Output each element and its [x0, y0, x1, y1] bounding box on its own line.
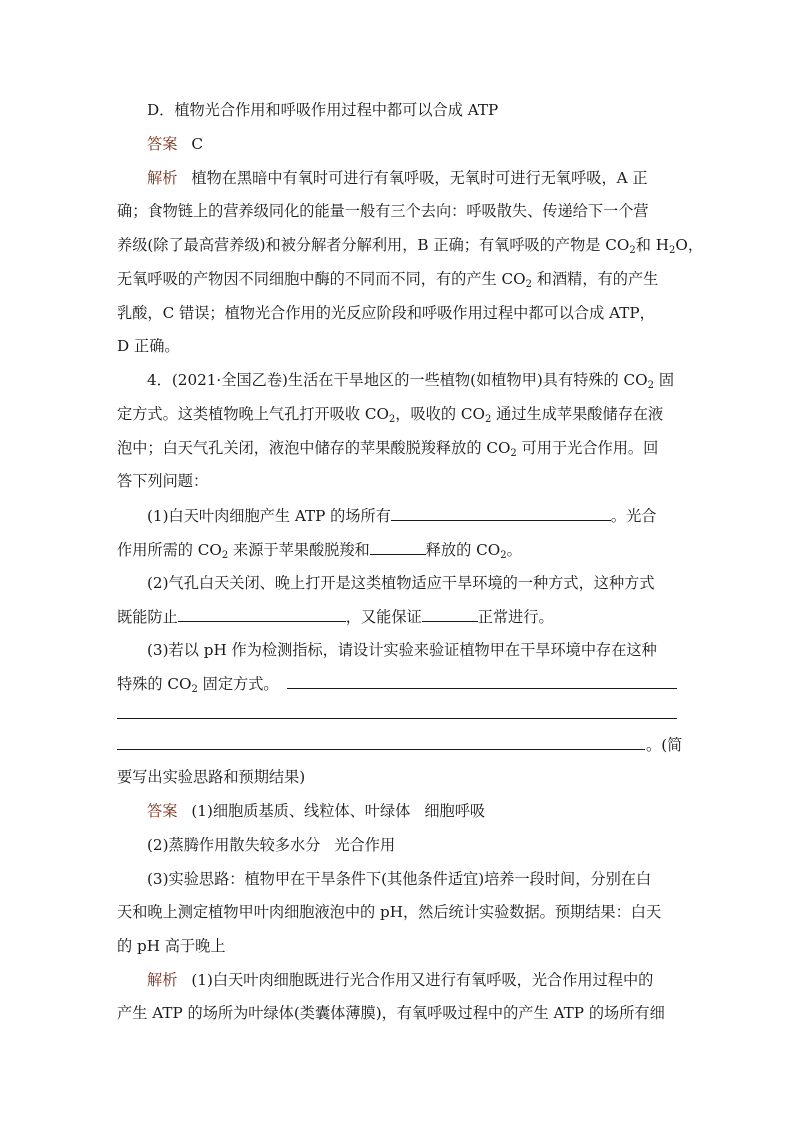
- answer-line-5: 天和晚上测定植物甲叶肉细胞液泡中的 pH，然后统计实验数据。预期结果：白天: [117, 903, 662, 921]
- question-4-line-3: 泡中；白天气孔关闭，液泡中储存的苹果酸脱羧释放的 $CO_2$ 可用于光合作用。回: [117, 439, 659, 459]
- answer-blank[interactable]: [422, 606, 478, 622]
- explanation-line-8: 产生 ATP 的场所为叶绿体(类囊体薄膜)，有氧呼吸过程中的产生 ATP 的场所有细: [117, 1004, 665, 1022]
- explanation-line-6: D 正确。: [117, 337, 180, 355]
- answer-blank[interactable]: [178, 606, 346, 622]
- answer-line-1: 答案 C: [147, 135, 203, 153]
- question-4-line-1: 4．(2021·全国乙卷)生活在干旱地区的一些植物(如植物甲)具有特殊的 $CO_2$ 固: [147, 371, 675, 391]
- answer-line-6: 的 pH 高于晚上: [117, 937, 226, 955]
- sub-question-2-line-1: (2)气孔白天关闭、晚上打开是这类植物适应干旱环境的一种方式，这种方式: [147, 574, 655, 592]
- explanation-line-7: 解析 (1)白天叶肉细胞既进行光合作用又进行有氧呼吸，光合作用过程中的: [147, 971, 654, 989]
- sub-question-3-line-2: 特殊的 $CO_2$ 固定方式。: [117, 675, 279, 695]
- question-4-line-2: 定方式。这类植物晚上气孔打开吸收 $CO_2$，吸收的 $CO_2$ 通过生成苹果酸储存在液: [117, 405, 664, 425]
- sub-question-1-line-2: 作用所需的 $CO_2$ 来源于苹果酸脱羧和 释放的 $CO_2$。: [117, 541, 522, 561]
- answer-line-2: 答案 (1)细胞质基质、线粒体、叶绿体 细胞呼吸: [147, 802, 486, 820]
- question-4-line-4: 答下列问题：: [117, 472, 209, 490]
- explanation-line-1: 解析 植物在黑暗中有氧时可进行有氧呼吸，无氧时可进行无氧呼吸，A 正: [147, 169, 648, 187]
- answer-blank[interactable]: [391, 505, 611, 521]
- explanation-line-3: 养级(除了最高营养级)和被分解者分解利用，B 正确；有氧呼吸的产物是 $CO_2$和 $H_2O$，: [117, 236, 704, 256]
- answer-rule[interactable]: [117, 749, 645, 750]
- answer-label: 答案: [147, 135, 178, 153]
- answer-line-4: (3)实验思路：植物甲在干旱条件下(其他条件适宜)培养一段时间，分别在白: [147, 870, 652, 888]
- answer-line-3: (2)蒸腾作用散失较多水分 光合作用: [147, 836, 396, 854]
- sub-question-3-tail: 。(简: [646, 736, 683, 754]
- option-d-line: D．植物光合作用和呼吸作用过程中都可以合成 ATP: [147, 101, 499, 119]
- explanation-label: 解析: [147, 971, 178, 989]
- explanation-line-2: 确；食物链上的营养级同化的能量一般有三个去向：呼吸散失、传递给下一个营: [117, 202, 649, 220]
- sub-question-2-line-2: 既能防止 ，又能保证 正常进行。: [117, 608, 554, 626]
- explanation-line-5: 乳酸，C 错误；植物光合作用的光反应阶段和呼吸作用过程中都可以合成 ATP，: [117, 304, 655, 322]
- sub-question-3-line-5: 要写出实验思路和预期结果): [117, 768, 306, 786]
- answer-rule[interactable]: [287, 688, 677, 689]
- explanation-label: 解析: [147, 169, 178, 187]
- answer-blank[interactable]: [370, 539, 426, 555]
- explanation-line-4: 无氧呼吸的产物因不同细胞中酶的不同而不同，有的产生 $CO_2$ 和酒精，有的产生: [117, 270, 659, 290]
- sub-question-3-line-1: (3)若以 pH 作为检测指标，请设计实验来验证植物甲在干旱环境中存在这种: [147, 641, 657, 659]
- sub-question-1-line-1: (1)白天叶肉细胞产生 ATP 的场所有 。光合: [147, 507, 657, 525]
- answer-rule[interactable]: [117, 718, 677, 719]
- answer-label: 答案: [147, 802, 178, 820]
